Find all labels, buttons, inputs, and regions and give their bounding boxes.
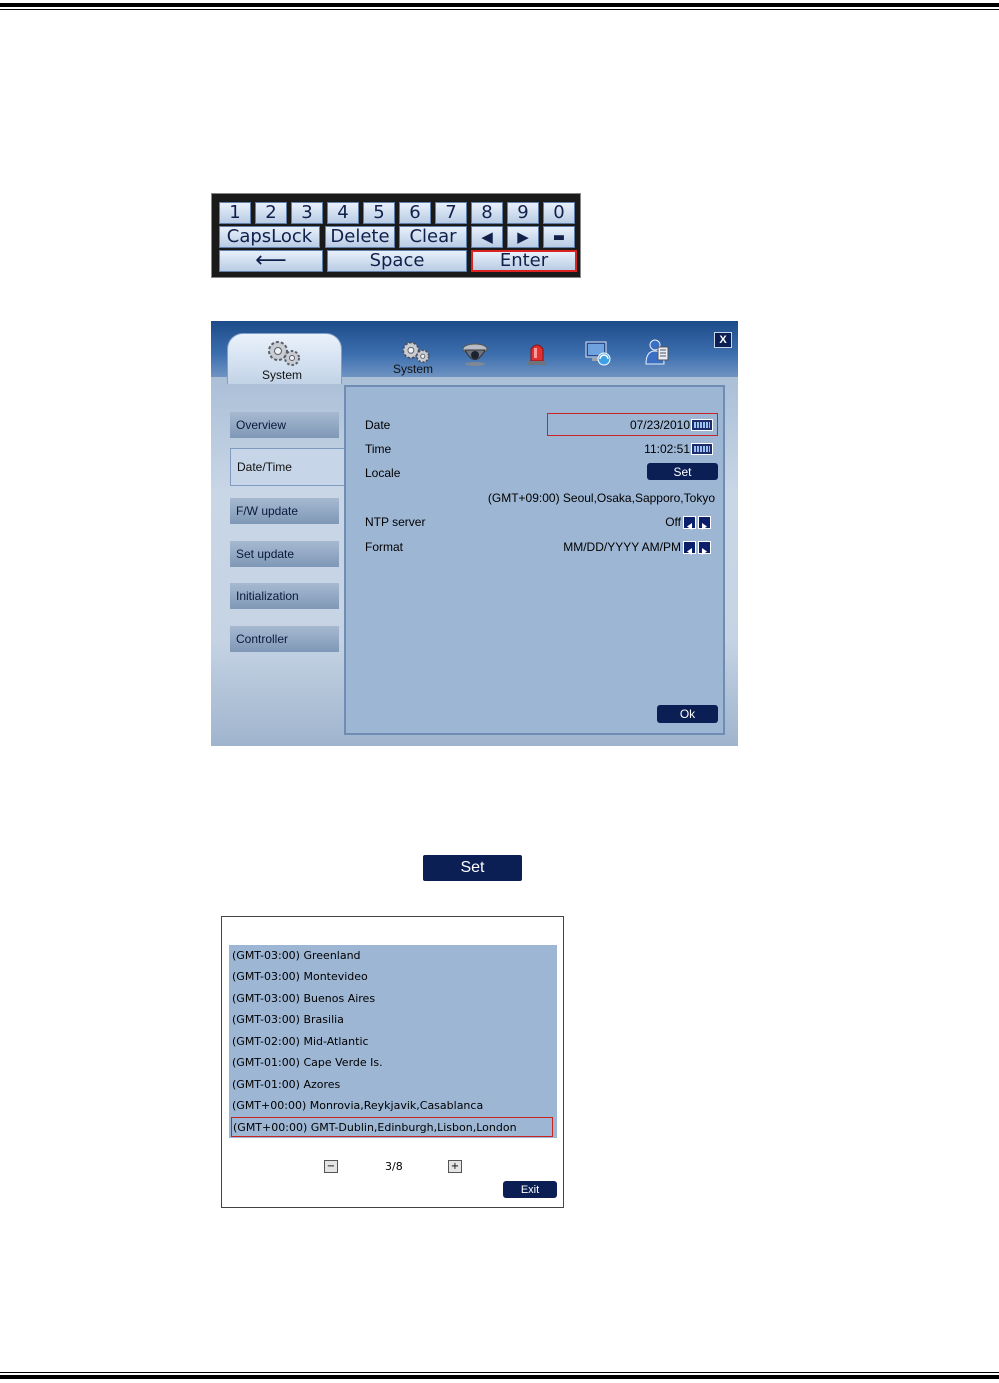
time-value[interactable]: 11:02:51 xyxy=(644,442,690,456)
format-label: Format xyxy=(365,540,404,554)
timezone-dialog xyxy=(221,916,564,1208)
sidebar-item-initialization[interactable]: Initialization xyxy=(230,583,339,609)
date-value[interactable]: 07/23/2010 xyxy=(629,418,690,432)
bottom-rule xyxy=(0,1372,999,1379)
camera-dome-icon[interactable] xyxy=(461,339,489,367)
key-2[interactable]: 2 xyxy=(255,202,287,224)
exit-button[interactable]: Exit xyxy=(503,1181,557,1198)
key-8[interactable]: 8 xyxy=(471,202,503,224)
key-1[interactable]: 1 xyxy=(219,202,251,224)
close-button[interactable]: X xyxy=(714,332,732,348)
prev-page-button[interactable]: − xyxy=(324,1160,338,1173)
timezone-item[interactable]: (GMT-03:00) Buenos Aires xyxy=(232,991,376,1005)
ntp-prev-icon[interactable] xyxy=(683,516,696,529)
enter-key[interactable]: Enter xyxy=(471,250,577,272)
backspace-key[interactable]: ⟵ xyxy=(219,250,323,272)
system-settings-window xyxy=(211,321,738,746)
timezone-item[interactable]: (GMT-02:00) Mid-Atlantic xyxy=(232,1034,369,1048)
keyboard-icon[interactable] xyxy=(691,443,713,455)
next-page-button[interactable]: + xyxy=(448,1160,462,1173)
sidebar-item-controller[interactable]: Controller xyxy=(230,626,339,652)
sidebar-item-fw-update[interactable]: F/W update xyxy=(230,498,339,524)
date-time-panel xyxy=(344,385,725,735)
key-0[interactable]: 0 xyxy=(543,202,575,224)
time-label: Time xyxy=(365,442,392,456)
clear-key[interactable]: Clear xyxy=(399,226,467,248)
user-account-icon[interactable] xyxy=(643,337,671,365)
set-button[interactable]: Set xyxy=(423,855,522,881)
keyboard-icon[interactable] xyxy=(691,419,713,431)
settings-gear-icon xyxy=(264,338,304,368)
timezone-item[interactable]: (GMT-03:00) Montevideo xyxy=(232,970,368,983)
format-next-icon[interactable] xyxy=(698,541,711,554)
key-9[interactable]: 9 xyxy=(507,202,539,224)
cursor-left-key[interactable]: ◀ xyxy=(471,226,503,248)
sidebar-item-set-update[interactable]: Set update xyxy=(230,541,339,567)
alarm-siren-icon[interactable] xyxy=(523,339,551,367)
timezone-item[interactable]: (GMT-03:00) Brasilia xyxy=(232,1013,344,1026)
ntp-server-value: Off xyxy=(665,515,681,529)
network-monitor-icon[interactable] xyxy=(583,339,611,367)
timezone-item-selected[interactable]: (GMT+00:00) GMT-Dublin,Edinburgh,Lisbon,London xyxy=(231,1117,553,1137)
date-label: Date xyxy=(365,418,391,432)
tab-system-label: System xyxy=(262,368,303,382)
key-4[interactable]: 4 xyxy=(327,202,359,224)
delete-key[interactable]: Delete xyxy=(325,226,395,248)
locale-value: (GMT+09:00) Seoul,Osaka,Sapporo,Tokyo xyxy=(487,491,715,505)
key-6[interactable]: 6 xyxy=(399,202,431,224)
locale-set-button[interactable]: Set xyxy=(647,463,718,480)
ntp-next-icon[interactable] xyxy=(698,516,711,529)
locale-label: Locale xyxy=(365,466,401,480)
toolbar-system-label: System xyxy=(393,362,434,376)
capslock-key[interactable]: CapsLock xyxy=(219,226,320,248)
timezone-item[interactable]: (GMT+00:00) Monrovia,Reykjavik,Casablanca xyxy=(232,1099,484,1112)
ntp-server-label: NTP server xyxy=(365,515,426,529)
dash-key[interactable]: ▬ xyxy=(543,226,575,248)
page-indicator: 3/8 xyxy=(385,1160,403,1173)
timezone-item[interactable]: (GMT-01:00) Cape Verde Is. xyxy=(232,1056,383,1069)
timezone-item[interactable]: (GMT-03:00) Greenland xyxy=(232,948,361,962)
timezone-list xyxy=(229,945,557,1138)
key-7[interactable]: 7 xyxy=(435,202,467,224)
space-key[interactable]: Space xyxy=(327,250,467,272)
tab-system-active[interactable] xyxy=(227,333,342,384)
format-prev-icon[interactable] xyxy=(683,541,696,554)
sidebar-item-date-time[interactable]: Date/Time xyxy=(230,448,344,486)
timezone-item[interactable]: (GMT-01:00) Azores xyxy=(232,1077,341,1091)
format-value: MM/DD/YYYY AM/PM xyxy=(563,540,681,554)
top-rule xyxy=(0,3,999,10)
key-3[interactable]: 3 xyxy=(291,202,323,224)
ok-button[interactable]: Ok xyxy=(657,705,718,723)
virtual-keyboard xyxy=(211,193,581,278)
sidebar-item-overview[interactable]: Overview xyxy=(230,412,339,438)
cursor-right-key[interactable]: ▶ xyxy=(507,226,539,248)
key-5[interactable]: 5 xyxy=(363,202,395,224)
toolbar-system-button[interactable] xyxy=(389,337,435,375)
